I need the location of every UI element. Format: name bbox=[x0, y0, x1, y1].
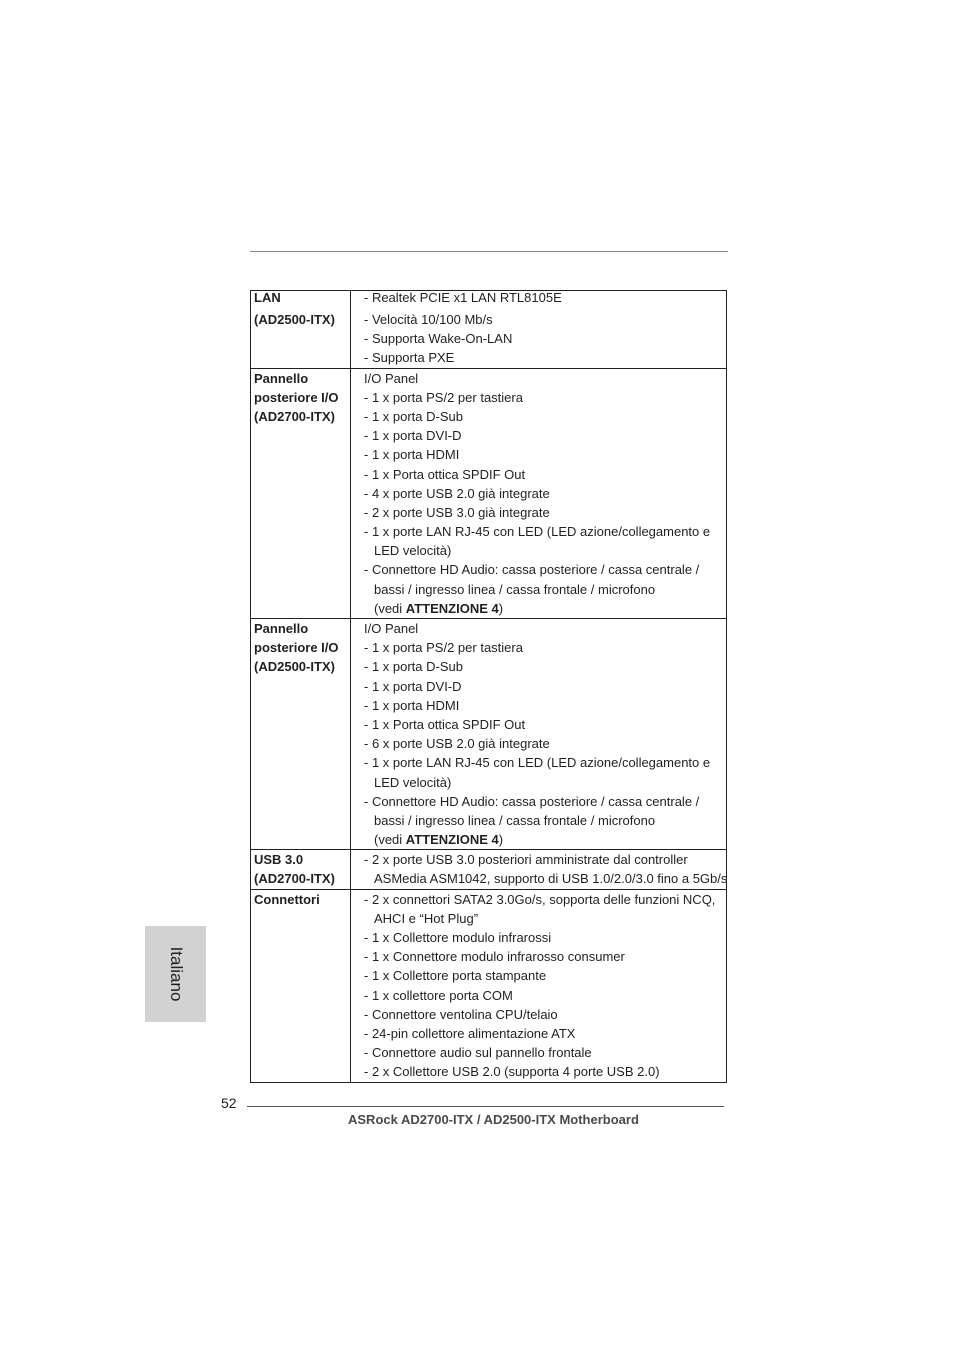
spec-label-line: Connettori bbox=[254, 891, 320, 907]
spec-content-line bbox=[364, 869, 726, 888]
spec-label-line: (AD2500-ITX) bbox=[254, 659, 335, 675]
spec-text: - Supporta PXE bbox=[364, 350, 455, 366]
spec-text: - 2 x porte USB 3.0 già integrate bbox=[364, 504, 550, 520]
spec-content-line bbox=[364, 753, 726, 772]
spec-label-line: posteriore I/O bbox=[254, 640, 339, 656]
spec-content-line bbox=[364, 696, 726, 715]
spec-content-line bbox=[364, 830, 726, 849]
spec-label-line: Pannello bbox=[254, 621, 309, 636]
spec-text: - 1 x Porta ottica SPDIF Out bbox=[364, 716, 526, 732]
spec-text: bassi / ingresso linea / cassa frontale / microfono bbox=[374, 581, 656, 597]
spec-content-line bbox=[364, 928, 726, 947]
spec-text: - 1 x porta DVI-D bbox=[364, 678, 462, 694]
spec-content-line bbox=[364, 580, 726, 599]
spec-content-line bbox=[364, 291, 726, 304]
spec-text: - 24-pin collettore alimentazione ATX bbox=[364, 1025, 576, 1041]
spec-content-line bbox=[364, 369, 726, 388]
language-tab-label: Italiano bbox=[166, 946, 186, 1002]
spec-text: - 1 x porta PS/2 per tastiera bbox=[364, 389, 523, 405]
spec-content-line bbox=[364, 657, 726, 676]
spec-text: - 1 x porta HDMI bbox=[364, 697, 460, 713]
spec-table bbox=[250, 290, 727, 1083]
spec-content-line bbox=[364, 599, 726, 618]
spec-content-line bbox=[364, 445, 726, 464]
spec-text: - 1 x Connettore modulo infrarosso consumer bbox=[364, 949, 625, 965]
spec-content-line bbox=[364, 909, 726, 928]
spec-label-line: LAN bbox=[254, 290, 281, 305]
footer-rule bbox=[247, 1106, 724, 1107]
spec-text: - 2 x porte USB 3.0 posteriori amministrate dal controller bbox=[364, 852, 688, 868]
spec-content-line bbox=[364, 986, 726, 1005]
spec-content-line bbox=[364, 407, 726, 426]
spec-row bbox=[251, 850, 727, 889]
spec-text: LED velocità) bbox=[374, 543, 452, 559]
spec-content-line bbox=[364, 890, 726, 909]
spec-content-line bbox=[364, 484, 726, 503]
spec-text: I/O Panel bbox=[364, 370, 419, 386]
spec-label-line: (AD2700-ITX) bbox=[254, 408, 335, 424]
spec-content-line bbox=[364, 947, 726, 966]
spec-text: - 6 x porte USB 2.0 già integrate bbox=[364, 736, 550, 752]
attention-reference: ATTENZIONE 4 bbox=[405, 832, 499, 848]
spec-text: - 1 x collettore porta COM bbox=[364, 987, 513, 1003]
spec-text: - Connettore audio sul pannello frontale bbox=[364, 1045, 592, 1061]
spec-row bbox=[251, 291, 727, 369]
spec-content-cell bbox=[351, 368, 727, 618]
spec-content-cell bbox=[351, 619, 727, 850]
spec-content-cell bbox=[351, 291, 727, 369]
spec-text: - 2 x Collettore USB 2.0 (supporta 4 porte USB 2.0) bbox=[364, 1064, 660, 1080]
spec-text: bassi / ingresso linea / cassa frontale / microfono bbox=[374, 812, 656, 828]
spec-label-line: (AD2500-ITX) bbox=[254, 312, 335, 327]
spec-content-line bbox=[364, 966, 726, 985]
spec-content-line bbox=[364, 734, 726, 753]
spec-text: - Realtek PCIE x1 LAN RTL8105E bbox=[364, 290, 562, 305]
spec-text: - 1 x porta PS/2 per tastiera bbox=[364, 640, 523, 656]
spec-text: - 1 x porte LAN RJ-45 con LED (LED azione/collegamento e bbox=[364, 755, 711, 771]
spec-content-line bbox=[364, 503, 726, 522]
spec-text: - Supporta Wake-On-LAN bbox=[364, 331, 513, 347]
spec-label-cell bbox=[251, 291, 351, 369]
spec-content-line bbox=[364, 619, 726, 638]
spec-text: - 1 x porta DVI-D bbox=[364, 428, 462, 444]
spec-content-line bbox=[364, 560, 726, 579]
spec-content-line bbox=[364, 426, 726, 445]
spec-content-line bbox=[364, 348, 726, 367]
spec-row bbox=[251, 889, 727, 1082]
spec-content-line bbox=[364, 541, 726, 560]
spec-content-line bbox=[364, 522, 726, 541]
spec-label-line: posteriore I/O bbox=[254, 389, 339, 405]
spec-content-line bbox=[364, 388, 726, 407]
spec-label-cell bbox=[251, 619, 351, 850]
page-number: 52 bbox=[221, 1095, 237, 1111]
spec-label-cell bbox=[251, 889, 351, 1082]
spec-text: - Connettore ventolina CPU/telaio bbox=[364, 1006, 558, 1022]
spec-content-line bbox=[364, 1005, 726, 1024]
spec-text: - 2 x connettori SATA2 3.0Go/s, sopporta delle funzioni NCQ, bbox=[364, 891, 716, 907]
spec-text: - 1 x porta D-Sub bbox=[364, 659, 463, 675]
spec-content-line bbox=[364, 715, 726, 734]
spec-text: ASMedia ASM1042, supporto di USB 1.0/2.0/3.0 fino a 5Gb/s bbox=[374, 871, 728, 887]
spec-content-line bbox=[364, 773, 726, 792]
spec-content-line bbox=[364, 677, 726, 696]
spec-content-line bbox=[364, 310, 726, 329]
spec-content-line bbox=[364, 329, 726, 348]
spec-content-line bbox=[364, 1024, 726, 1043]
spec-text-suffix: ) bbox=[498, 600, 504, 616]
spec-text: I/O Panel bbox=[364, 621, 419, 636]
spec-text: (vedi bbox=[374, 832, 406, 848]
spec-content-line bbox=[364, 850, 726, 869]
spec-text: - 1 x Collettore porta stampante bbox=[364, 968, 547, 984]
spec-text: - Velocità 10/100 Mb/s bbox=[364, 312, 493, 327]
spec-label-cell bbox=[251, 368, 351, 618]
spec-text: - 1 x porta D-Sub bbox=[364, 408, 463, 424]
spec-content-line bbox=[364, 1062, 726, 1081]
footer-title: ASRock AD2700-ITX / AD2500-ITX Motherboard bbox=[348, 1112, 639, 1127]
spec-label-line: USB 3.0 bbox=[254, 852, 304, 868]
spec-text: - 1 x porte LAN RJ-45 con LED (LED azione/collegamento e bbox=[364, 524, 711, 540]
spec-text: - 1 x Collettore modulo infrarossi bbox=[364, 930, 552, 945]
spec-content-line bbox=[364, 638, 726, 657]
spec-label-line: Pannello bbox=[254, 370, 309, 386]
spec-text: LED velocità) bbox=[374, 774, 452, 790]
spec-row bbox=[251, 619, 727, 850]
attention-reference: ATTENZIONE 4 bbox=[405, 600, 499, 616]
spec-label-line: (AD2700-ITX) bbox=[254, 871, 335, 887]
spec-content-line bbox=[364, 465, 726, 484]
spec-content-line bbox=[364, 811, 726, 830]
spec-text-suffix: ) bbox=[498, 832, 504, 848]
spec-text: - 4 x porte USB 2.0 già integrate bbox=[364, 485, 550, 501]
spec-text: - Connettore HD Audio: cassa posteriore / cassa centrale / bbox=[364, 793, 700, 809]
spec-row bbox=[251, 368, 727, 618]
language-tab bbox=[145, 926, 206, 1022]
spec-content-line bbox=[364, 1043, 726, 1062]
spec-text: - 1 x porta HDMI bbox=[364, 447, 460, 463]
spec-label-cell bbox=[251, 850, 351, 889]
spec-content-line bbox=[364, 792, 726, 811]
spec-content-cell bbox=[351, 850, 727, 889]
spec-text: - 1 x Porta ottica SPDIF Out bbox=[364, 466, 526, 482]
spec-text: (vedi bbox=[374, 600, 406, 616]
spec-content-cell bbox=[351, 889, 727, 1082]
spec-text: - Connettore HD Audio: cassa posteriore / cassa centrale / bbox=[364, 562, 700, 578]
top-rule bbox=[250, 251, 728, 252]
spec-text: AHCI e “Hot Plug” bbox=[374, 910, 479, 926]
